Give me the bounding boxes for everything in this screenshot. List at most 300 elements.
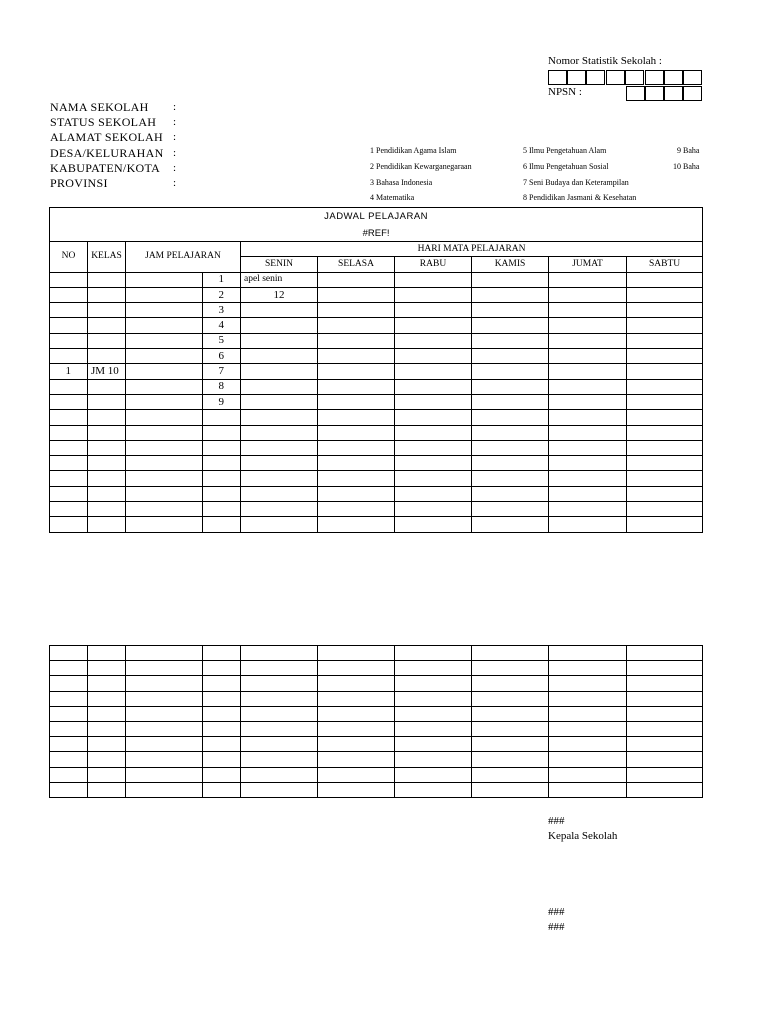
table-row bbox=[50, 272, 703, 287]
cell-jumat[interactable] bbox=[549, 364, 627, 379]
cell-no[interactable] bbox=[50, 333, 88, 348]
cell-rabu[interactable] bbox=[395, 333, 472, 348]
cell-rabu[interactable] bbox=[395, 517, 472, 532]
blank-cell[interactable] bbox=[203, 691, 241, 706]
cell-jam[interactable]: 4 bbox=[203, 318, 241, 333]
cell-jumat[interactable] bbox=[549, 333, 627, 348]
table-row bbox=[50, 661, 703, 676]
blank-cell[interactable] bbox=[203, 721, 241, 736]
cell-selasa[interactable] bbox=[318, 502, 395, 517]
cell-jam[interactable] bbox=[203, 517, 241, 532]
nss-box[interactable] bbox=[645, 70, 664, 85]
blank-cell[interactable] bbox=[627, 706, 703, 721]
blank-cell[interactable] bbox=[318, 752, 395, 767]
cell-kamis[interactable] bbox=[472, 394, 549, 409]
cell-jam[interactable]: 7 bbox=[203, 364, 241, 379]
cell-kelas[interactable] bbox=[88, 486, 126, 501]
blank-cell[interactable] bbox=[549, 737, 627, 752]
cell-rabu[interactable] bbox=[395, 379, 472, 394]
cell-kamis[interactable] bbox=[472, 287, 549, 302]
cell-selasa[interactable] bbox=[318, 318, 395, 333]
cell-selasa[interactable] bbox=[318, 425, 395, 440]
blank-cell[interactable] bbox=[318, 706, 395, 721]
cell-kelas[interactable] bbox=[88, 333, 126, 348]
cell-jam[interactable]: 1 bbox=[203, 272, 241, 287]
cell-senin[interactable] bbox=[241, 318, 318, 333]
blank-table bbox=[49, 645, 703, 798]
col-header-hari: HARI MATA PELAJARAN bbox=[241, 242, 703, 257]
cell-jumat[interactable] bbox=[549, 287, 627, 302]
blank-cell[interactable] bbox=[88, 661, 126, 676]
cell-no[interactable] bbox=[50, 502, 88, 517]
cell-blank[interactable] bbox=[126, 272, 203, 287]
blank-cell[interactable] bbox=[241, 721, 318, 736]
blank-cell[interactable] bbox=[126, 661, 203, 676]
blank-cell[interactable] bbox=[627, 661, 703, 676]
cell-jumat[interactable] bbox=[549, 318, 627, 333]
cell-blank[interactable] bbox=[126, 502, 203, 517]
cell-blank[interactable] bbox=[126, 456, 203, 471]
table-row bbox=[50, 517, 703, 532]
npsn-box[interactable] bbox=[683, 86, 702, 101]
cell-sabtu[interactable] bbox=[627, 394, 703, 409]
day-header-kamis: KAMIS bbox=[472, 257, 549, 272]
cell-senin[interactable] bbox=[241, 333, 318, 348]
cell-no[interactable] bbox=[50, 471, 88, 486]
cell-kamis[interactable] bbox=[472, 364, 549, 379]
cell-selasa[interactable] bbox=[318, 471, 395, 486]
signature-name: ### bbox=[548, 906, 565, 918]
blank-cell[interactable] bbox=[549, 782, 627, 797]
cell-kamis[interactable] bbox=[472, 333, 549, 348]
cell-blank[interactable] bbox=[126, 333, 203, 348]
blank-cell[interactable] bbox=[627, 737, 703, 752]
cell-senin[interactable] bbox=[241, 425, 318, 440]
cell-rabu[interactable] bbox=[395, 456, 472, 471]
table-row bbox=[50, 737, 703, 752]
cell-rabu[interactable] bbox=[395, 394, 472, 409]
cell-selasa[interactable] bbox=[318, 394, 395, 409]
cell-sabtu[interactable] bbox=[627, 272, 703, 287]
cell-blank[interactable] bbox=[126, 471, 203, 486]
blank-cell[interactable] bbox=[395, 691, 472, 706]
cell-blank[interactable] bbox=[126, 318, 203, 333]
blank-cell[interactable] bbox=[472, 661, 549, 676]
cell-selasa[interactable] bbox=[318, 410, 395, 425]
blank-cell[interactable] bbox=[88, 706, 126, 721]
cell-rabu[interactable] bbox=[395, 303, 472, 318]
cell-rabu[interactable] bbox=[395, 440, 472, 455]
cell-senin[interactable] bbox=[241, 471, 318, 486]
cell-blank[interactable] bbox=[126, 425, 203, 440]
npsn-box[interactable] bbox=[626, 86, 645, 101]
blank-cell[interactable] bbox=[88, 782, 126, 797]
cell-no[interactable] bbox=[50, 379, 88, 394]
blank-cell[interactable] bbox=[203, 706, 241, 721]
cell-kelas[interactable] bbox=[88, 471, 126, 486]
cell-selasa[interactable] bbox=[318, 517, 395, 532]
cell-senin[interactable]: apel senin bbox=[241, 272, 318, 287]
cell-jumat[interactable] bbox=[549, 471, 627, 486]
blank-cell[interactable] bbox=[241, 737, 318, 752]
cell-rabu[interactable] bbox=[395, 471, 472, 486]
blank-cell[interactable] bbox=[50, 767, 88, 782]
cell-kamis[interactable] bbox=[472, 486, 549, 501]
blank-cell[interactable] bbox=[50, 721, 88, 736]
cell-kelas[interactable] bbox=[88, 394, 126, 409]
blank-cell[interactable] bbox=[318, 721, 395, 736]
blank-cell[interactable] bbox=[318, 737, 395, 752]
blank-cell[interactable] bbox=[126, 782, 203, 797]
cell-kelas[interactable] bbox=[88, 303, 126, 318]
cell-rabu[interactable] bbox=[395, 425, 472, 440]
cell-sabtu[interactable] bbox=[627, 349, 703, 364]
blank-cell[interactable] bbox=[318, 782, 395, 797]
cell-rabu[interactable] bbox=[395, 349, 472, 364]
cell-sabtu[interactable] bbox=[627, 517, 703, 532]
cell-no[interactable] bbox=[50, 456, 88, 471]
cell-sabtu[interactable] bbox=[627, 486, 703, 501]
table-row bbox=[50, 440, 703, 455]
cell-no[interactable] bbox=[50, 410, 88, 425]
cell-rabu[interactable] bbox=[395, 364, 472, 379]
blank-cell[interactable] bbox=[241, 706, 318, 721]
blank-cell[interactable] bbox=[88, 767, 126, 782]
blank-cell[interactable] bbox=[126, 767, 203, 782]
blank-cell[interactable] bbox=[472, 752, 549, 767]
blank-cell[interactable] bbox=[549, 646, 627, 661]
cell-kamis[interactable] bbox=[472, 303, 549, 318]
blank-cell[interactable] bbox=[88, 737, 126, 752]
blank-cell[interactable] bbox=[88, 646, 126, 661]
cell-kamis[interactable] bbox=[472, 471, 549, 486]
blank-cell[interactable] bbox=[627, 767, 703, 782]
cell-jam[interactable] bbox=[203, 456, 241, 471]
cell-senin[interactable] bbox=[241, 364, 318, 379]
blank-cell[interactable] bbox=[126, 706, 203, 721]
blank-cell[interactable] bbox=[549, 752, 627, 767]
cell-jumat[interactable] bbox=[549, 303, 627, 318]
cell-kamis[interactable] bbox=[472, 502, 549, 517]
blank-cell[interactable] bbox=[395, 767, 472, 782]
blank-cell[interactable] bbox=[395, 706, 472, 721]
blank-cell[interactable] bbox=[88, 691, 126, 706]
blank-cell[interactable] bbox=[472, 721, 549, 736]
cell-kamis[interactable] bbox=[472, 517, 549, 532]
blank-cell[interactable] bbox=[126, 752, 203, 767]
blank-cell[interactable] bbox=[627, 646, 703, 661]
cell-blank[interactable] bbox=[126, 394, 203, 409]
table-row bbox=[50, 456, 703, 471]
cell-jam[interactable]: 6 bbox=[203, 349, 241, 364]
blank-cell[interactable] bbox=[627, 782, 703, 797]
cell-sabtu[interactable] bbox=[627, 425, 703, 440]
cell-senin[interactable] bbox=[241, 517, 318, 532]
cell-jumat[interactable] bbox=[549, 410, 627, 425]
blank-cell[interactable] bbox=[241, 676, 318, 691]
cell-sabtu[interactable] bbox=[627, 456, 703, 471]
blank-cell[interactable] bbox=[126, 737, 203, 752]
cell-senin[interactable]: 12 bbox=[241, 287, 318, 302]
cell-kamis[interactable] bbox=[472, 456, 549, 471]
cell-sabtu[interactable] bbox=[627, 379, 703, 394]
cell-jam[interactable]: 9 bbox=[203, 394, 241, 409]
cell-senin[interactable] bbox=[241, 303, 318, 318]
cell-senin[interactable] bbox=[241, 440, 318, 455]
cell-blank[interactable] bbox=[126, 517, 203, 532]
cell-senin[interactable] bbox=[241, 502, 318, 517]
cell-jumat[interactable] bbox=[549, 425, 627, 440]
field-colon: : bbox=[173, 162, 177, 174]
blank-cell[interactable] bbox=[241, 752, 318, 767]
cell-selasa[interactable] bbox=[318, 287, 395, 302]
cell-kelas[interactable] bbox=[88, 440, 126, 455]
blank-cell[interactable] bbox=[203, 782, 241, 797]
cell-blank[interactable] bbox=[126, 303, 203, 318]
blank-cell[interactable] bbox=[241, 767, 318, 782]
cell-rabu[interactable] bbox=[395, 502, 472, 517]
cell-jam[interactable] bbox=[203, 502, 241, 517]
cell-kelas[interactable] bbox=[88, 379, 126, 394]
blank-cell[interactable] bbox=[549, 721, 627, 736]
cell-senin[interactable] bbox=[241, 486, 318, 501]
cell-selasa[interactable] bbox=[318, 486, 395, 501]
blank-cell[interactable] bbox=[472, 691, 549, 706]
cell-jumat[interactable] bbox=[549, 517, 627, 532]
cell-jam[interactable]: 3 bbox=[203, 303, 241, 318]
cell-kamis[interactable] bbox=[472, 379, 549, 394]
blank-cell[interactable] bbox=[50, 676, 88, 691]
nss-box[interactable] bbox=[625, 70, 644, 85]
table-row bbox=[50, 767, 703, 782]
blank-cell[interactable] bbox=[50, 782, 88, 797]
cell-jam[interactable]: 2 bbox=[203, 287, 241, 302]
blank-cell[interactable] bbox=[549, 706, 627, 721]
cell-selasa[interactable] bbox=[318, 333, 395, 348]
cell-kelas[interactable] bbox=[88, 318, 126, 333]
cell-senin[interactable] bbox=[241, 349, 318, 364]
cell-jam[interactable] bbox=[203, 425, 241, 440]
cell-sabtu[interactable] bbox=[627, 333, 703, 348]
blank-cell[interactable] bbox=[126, 691, 203, 706]
table-row bbox=[50, 752, 703, 767]
blank-cell[interactable] bbox=[241, 782, 318, 797]
blank-cell[interactable] bbox=[126, 721, 203, 736]
cell-kamis[interactable] bbox=[472, 410, 549, 425]
blank-cell[interactable] bbox=[318, 646, 395, 661]
cell-kelas[interactable] bbox=[88, 272, 126, 287]
cell-jam[interactable]: 8 bbox=[203, 379, 241, 394]
cell-kamis[interactable] bbox=[472, 440, 549, 455]
field-nama-sekolah: NAMA SEKOLAH bbox=[50, 100, 149, 114]
blank-cell[interactable] bbox=[627, 691, 703, 706]
cell-jumat[interactable] bbox=[549, 379, 627, 394]
cell-no[interactable] bbox=[50, 425, 88, 440]
cell-kelas[interactable] bbox=[88, 425, 126, 440]
cell-selasa[interactable] bbox=[318, 364, 395, 379]
cell-sabtu[interactable] bbox=[627, 364, 703, 379]
blank-cell[interactable] bbox=[203, 767, 241, 782]
cell-jumat[interactable] bbox=[549, 394, 627, 409]
cell-blank[interactable] bbox=[126, 486, 203, 501]
blank-cell[interactable] bbox=[549, 691, 627, 706]
blank-cell[interactable] bbox=[627, 721, 703, 736]
cell-selasa[interactable] bbox=[318, 349, 395, 364]
blank-cell[interactable] bbox=[395, 646, 472, 661]
cell-jumat[interactable] bbox=[549, 502, 627, 517]
blank-cell[interactable] bbox=[50, 706, 88, 721]
cell-jumat[interactable] bbox=[549, 440, 627, 455]
cell-sabtu[interactable] bbox=[627, 287, 703, 302]
day-header-sabtu: SABTU bbox=[627, 257, 703, 272]
cell-sabtu[interactable] bbox=[627, 440, 703, 455]
cell-kelas[interactable] bbox=[88, 349, 126, 364]
cell-selasa[interactable] bbox=[318, 440, 395, 455]
cell-jumat[interactable] bbox=[549, 349, 627, 364]
cell-kelas[interactable] bbox=[88, 517, 126, 532]
blank-cell[interactable] bbox=[472, 646, 549, 661]
blank-cell[interactable] bbox=[241, 691, 318, 706]
nss-box[interactable] bbox=[664, 70, 683, 85]
nss-box[interactable] bbox=[683, 70, 702, 85]
cell-blank[interactable] bbox=[126, 364, 203, 379]
blank-cell[interactable] bbox=[203, 646, 241, 661]
cell-jumat[interactable] bbox=[549, 272, 627, 287]
cell-kelas[interactable] bbox=[88, 502, 126, 517]
blank-cell[interactable] bbox=[203, 737, 241, 752]
cell-sabtu[interactable] bbox=[627, 471, 703, 486]
blank-cell[interactable] bbox=[472, 676, 549, 691]
cell-senin[interactable] bbox=[241, 394, 318, 409]
cell-kelas[interactable] bbox=[88, 287, 126, 302]
blank-cell[interactable] bbox=[50, 691, 88, 706]
subject-legend-item: 3 Bahasa Indonesia bbox=[370, 178, 433, 187]
cell-kelas[interactable]: JM 10 bbox=[88, 364, 126, 379]
subject-legend-item: 10 Baha bbox=[673, 162, 700, 171]
cell-senin[interactable] bbox=[241, 456, 318, 471]
cell-blank[interactable] bbox=[126, 349, 203, 364]
cell-selasa[interactable] bbox=[318, 456, 395, 471]
cell-rabu[interactable] bbox=[395, 486, 472, 501]
cell-selasa[interactable] bbox=[318, 272, 395, 287]
blank-cell[interactable] bbox=[203, 676, 241, 691]
cell-senin[interactable] bbox=[241, 379, 318, 394]
blank-cell[interactable] bbox=[627, 676, 703, 691]
cell-no[interactable] bbox=[50, 486, 88, 501]
blank-cell[interactable] bbox=[88, 676, 126, 691]
cell-no[interactable] bbox=[50, 287, 88, 302]
cell-sabtu[interactable] bbox=[627, 303, 703, 318]
blank-cell[interactable] bbox=[472, 767, 549, 782]
blank-cell[interactable] bbox=[50, 752, 88, 767]
cell-no[interactable] bbox=[50, 318, 88, 333]
blank-cell[interactable] bbox=[627, 752, 703, 767]
cell-rabu[interactable] bbox=[395, 410, 472, 425]
blank-cell[interactable] bbox=[318, 767, 395, 782]
nss-box[interactable] bbox=[586, 70, 605, 85]
blank-cell[interactable] bbox=[395, 752, 472, 767]
cell-jam[interactable] bbox=[203, 440, 241, 455]
cell-sabtu[interactable] bbox=[627, 318, 703, 333]
cell-rabu[interactable] bbox=[395, 272, 472, 287]
nss-box[interactable] bbox=[606, 70, 625, 85]
blank-cell[interactable] bbox=[203, 661, 241, 676]
cell-blank[interactable] bbox=[126, 287, 203, 302]
blank-cell[interactable] bbox=[203, 752, 241, 767]
blank-cell[interactable] bbox=[318, 676, 395, 691]
cell-no[interactable] bbox=[50, 394, 88, 409]
blank-cell[interactable] bbox=[395, 661, 472, 676]
blank-cell[interactable] bbox=[472, 782, 549, 797]
blank-cell[interactable] bbox=[88, 721, 126, 736]
blank-cell[interactable] bbox=[126, 646, 203, 661]
blank-cell[interactable] bbox=[472, 706, 549, 721]
cell-senin[interactable] bbox=[241, 410, 318, 425]
cell-selasa[interactable] bbox=[318, 303, 395, 318]
blank-cell[interactable] bbox=[395, 721, 472, 736]
cell-no[interactable] bbox=[50, 440, 88, 455]
cell-kamis[interactable] bbox=[472, 318, 549, 333]
blank-cell[interactable] bbox=[241, 646, 318, 661]
blank-cell[interactable] bbox=[50, 646, 88, 661]
blank-cell[interactable] bbox=[395, 782, 472, 797]
cell-sabtu[interactable] bbox=[627, 502, 703, 517]
cell-jam[interactable]: 5 bbox=[203, 333, 241, 348]
npsn-box[interactable] bbox=[664, 86, 683, 101]
cell-blank[interactable] bbox=[126, 379, 203, 394]
table-row bbox=[50, 364, 703, 379]
cell-no[interactable]: 1 bbox=[50, 364, 88, 379]
blank-cell[interactable] bbox=[549, 661, 627, 676]
cell-rabu[interactable] bbox=[395, 287, 472, 302]
cell-selasa[interactable] bbox=[318, 379, 395, 394]
cell-jumat[interactable] bbox=[549, 456, 627, 471]
blank-cell[interactable] bbox=[318, 691, 395, 706]
nss-box[interactable] bbox=[548, 70, 567, 85]
cell-kelas[interactable] bbox=[88, 410, 126, 425]
blank-cell[interactable] bbox=[126, 676, 203, 691]
cell-jam[interactable] bbox=[203, 486, 241, 501]
blank-cell[interactable] bbox=[472, 737, 549, 752]
cell-blank[interactable] bbox=[126, 440, 203, 455]
cell-jam[interactable] bbox=[203, 410, 241, 425]
blank-cell[interactable] bbox=[549, 676, 627, 691]
cell-rabu[interactable] bbox=[395, 318, 472, 333]
cell-jam[interactable] bbox=[203, 471, 241, 486]
blank-cell[interactable] bbox=[395, 676, 472, 691]
cell-kelas[interactable] bbox=[88, 456, 126, 471]
cell-no[interactable] bbox=[50, 517, 88, 532]
cell-blank[interactable] bbox=[126, 410, 203, 425]
nss-box[interactable] bbox=[567, 70, 586, 85]
cell-no[interactable] bbox=[50, 272, 88, 287]
blank-cell[interactable] bbox=[549, 767, 627, 782]
cell-jumat[interactable] bbox=[549, 486, 627, 501]
cell-no[interactable] bbox=[50, 349, 88, 364]
blank-cell[interactable] bbox=[395, 737, 472, 752]
npsn-box[interactable] bbox=[645, 86, 664, 101]
cell-kamis[interactable] bbox=[472, 272, 549, 287]
cell-no[interactable] bbox=[50, 303, 88, 318]
cell-kamis[interactable] bbox=[472, 425, 549, 440]
cell-sabtu[interactable] bbox=[627, 410, 703, 425]
blank-cell[interactable] bbox=[318, 661, 395, 676]
blank-cell[interactable] bbox=[50, 737, 88, 752]
cell-kamis[interactable] bbox=[472, 349, 549, 364]
blank-cell[interactable] bbox=[50, 661, 88, 676]
blank-cell[interactable] bbox=[88, 752, 126, 767]
blank-cell[interactable] bbox=[241, 661, 318, 676]
